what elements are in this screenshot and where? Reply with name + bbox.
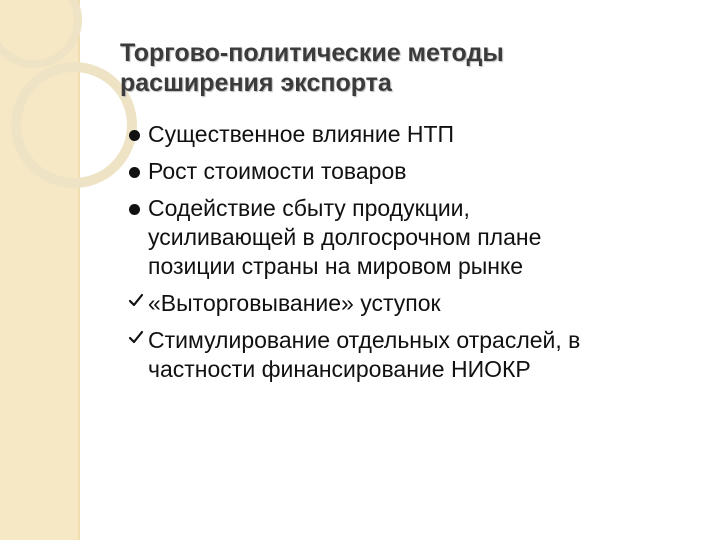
list-item-text: Существенное влияние НТП bbox=[148, 121, 455, 147]
list-item-text: усиливающей в долгосрочном плане bbox=[148, 224, 542, 250]
dot-icon bbox=[129, 204, 140, 215]
slide-title-line-2: расширения экспорта bbox=[120, 69, 392, 97]
list-item-text: Рост стоимости товаров bbox=[148, 158, 407, 184]
slide-title bbox=[120, 38, 680, 98]
dot-icon bbox=[129, 167, 140, 178]
list-item bbox=[128, 289, 708, 318]
list-item-text: позиции страны на мировом рынке bbox=[148, 253, 524, 279]
slide-title-line-1: Торгово-политические методы bbox=[120, 39, 504, 67]
dot-icon bbox=[129, 130, 140, 141]
list-item bbox=[128, 326, 708, 384]
list-item bbox=[128, 194, 708, 281]
list-item bbox=[128, 120, 708, 149]
list-item-text: частности финансирование НИОКР bbox=[148, 356, 531, 382]
decorative-rings bbox=[0, 0, 140, 200]
list-item bbox=[128, 157, 708, 186]
check-icon bbox=[128, 292, 144, 308]
list-item-text: «Выторговывание» уступок bbox=[148, 290, 441, 316]
check-icon bbox=[128, 329, 144, 345]
bullet-list bbox=[128, 120, 708, 392]
list-item-text: Содействие сбыту продукции, bbox=[148, 195, 470, 221]
list-item-text: Стимулирование отдельных отраслей, в bbox=[148, 327, 581, 353]
